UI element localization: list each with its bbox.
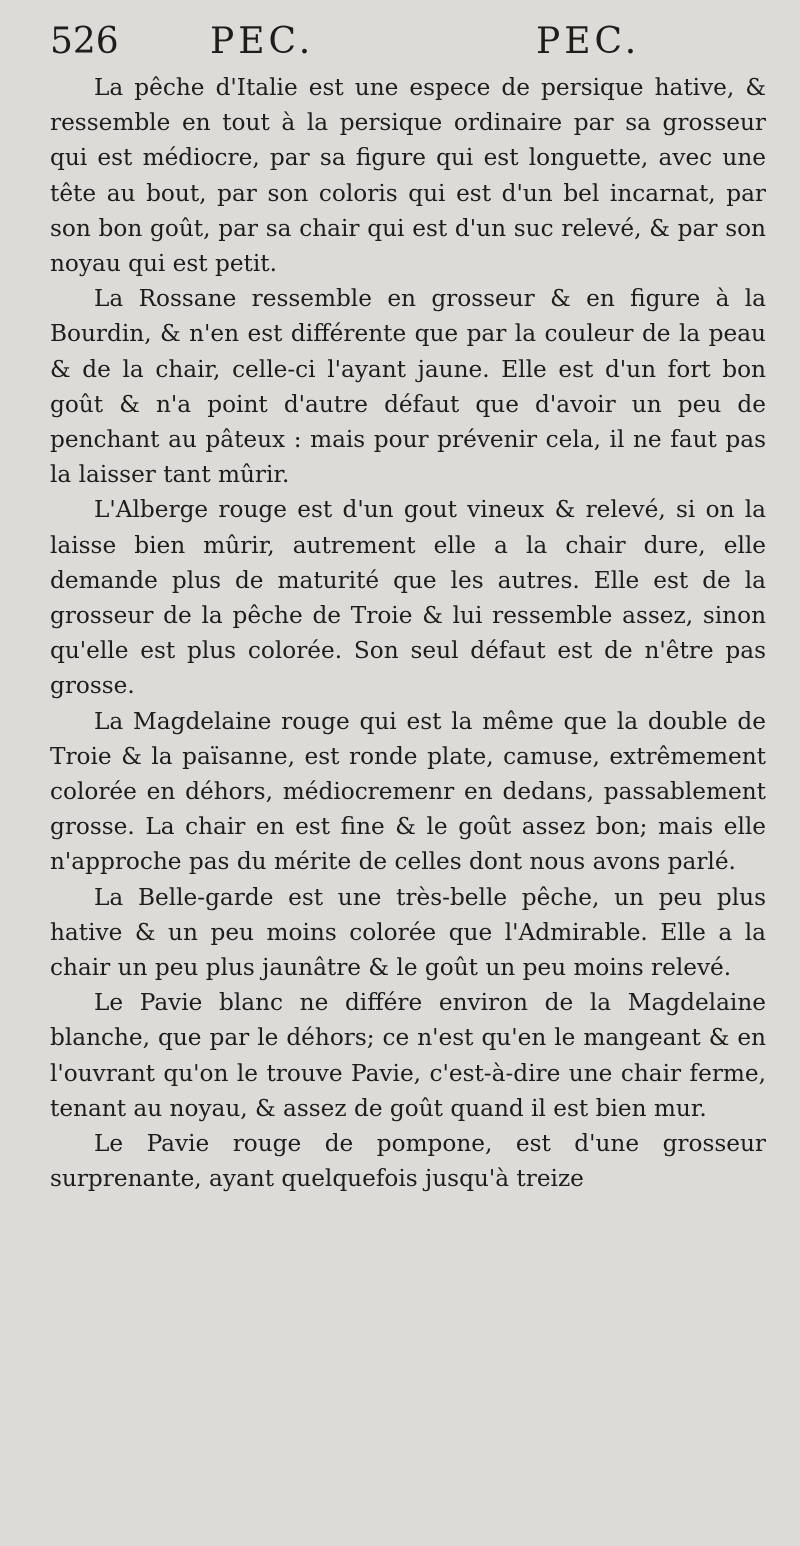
paragraph-pavie-blanc: Le Pavie blanc ne différe environ de la Magdelaine blanche, que par le déhors; ce n'est qu'en le mangeant & en l'ouvrant qu'on le trouve Pavie, c'est-à-dire une chair ferme, tenant au noyau, & assez de goût quand il est bien mur. [50, 989, 766, 1122]
running-title-right: PEC. [536, 21, 641, 62]
paragraph-rossane: La Rossane ressemble en grosseur & en figure à la Bourdin, & n'en est différente que par la couleur de la peau & de la chair, celle-ci l'ayant jaune. Elle est d'un fort bon goût & n'a point d'autre défaut que d'avoir un peu de penchant au pâteux : mais pour prévenir cela, il ne faut pas la laisser tant mûrir. [50, 285, 766, 489]
paragraph-alberge-rouge: L'Alberge rouge est d'un gout vineux & relevé, si on la laisse bien mûrir, autrement elle a la chair dure, elle demande plus de maturité que les autres. Elle est de la grosseur de la pêche de Troie & lui ressemble assez, sinon qu'elle est plus colorée. Son seul défaut est de n'être pas grosse. [50, 496, 766, 700]
paragraph-pavie-rouge: Le Pavie rouge de pompone, est d'une grosseur surprenante, ayant quelquefois jusqu'à treize [50, 1130, 766, 1193]
running-head [50, 14, 766, 70]
page-number: 526 [50, 21, 119, 62]
body-text [50, 70, 766, 1197]
paragraph-belle-garde: La Belle-garde est une très-belle pêche, un peu plus hative & un peu moins colorée que l'Admirable. Elle a la chair un peu plus jaunâtre & le goût un peu moins relevé. [50, 883, 766, 982]
paragraph-peche-italie: La pêche d'Italie est une espece de persique hative, & ressemble en tout à la persique ordinaire par sa grosseur qui est médiocre, par sa figure qui est longuette, avec une tête au bout, par son coloris qui est d'un bel incarnat, par son bon goût, par sa chair qui est d'un suc relevé, & par son noyau qui est petit. [50, 74, 766, 278]
running-title-left: PEC. [210, 21, 315, 62]
paragraph-magdelaine-rouge: La Magdelaine rouge qui est la même que la double de Troie & la païsanne, est ronde plate, camuse, extrêmement colorée en déhors, médiocremenr en dedans, passablement grosse. La chair en est fine & le goût assez bon; mais elle n'approche pas du mérite de celles dont nous avons parlé. [50, 707, 766, 876]
